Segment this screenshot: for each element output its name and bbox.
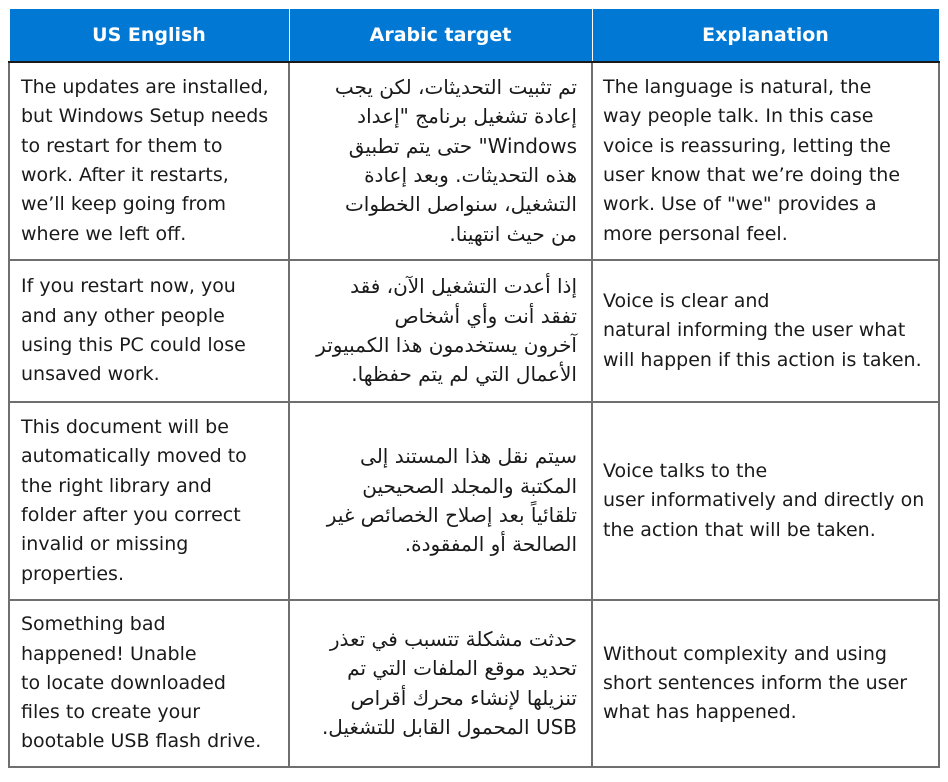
table-row (9, 402, 939, 600)
text-line: user know that we’re doing the (603, 164, 901, 186)
table-row (9, 600, 939, 767)
header-us-english: US English (9, 9, 289, 63)
text-line: من حيث انتهينا. (449, 221, 577, 246)
text-line: The language is natural, the (603, 76, 872, 99)
text-line: using this PC could lose (21, 334, 246, 356)
header-row (9, 9, 939, 63)
text-line: Voice talks to the (603, 460, 768, 483)
text-line: we’ll keep going from (21, 193, 226, 216)
text-line: Voice is clear and (603, 290, 770, 313)
text-line: سيتم نقل هذا المستند إلى (360, 444, 577, 469)
text-line: If you restart now, you (21, 275, 236, 298)
text-line: آخرون يستخدمون هذا الكمبيوتر (316, 333, 577, 357)
text-line: This document will be (21, 416, 229, 439)
text-line: Something bad (21, 613, 166, 636)
arabic-target-cell (289, 260, 592, 402)
text-line: automatically moved to (21, 445, 247, 468)
text-line: what has happened. (603, 701, 797, 724)
header-explanation: Explanation (592, 9, 939, 63)
arabic-target-cell (289, 600, 592, 767)
voice-comparison-table (8, 8, 940, 768)
text-line: تلقائياً بعد إصلاح الخصائص غير (326, 503, 577, 527)
explanation-cell (592, 62, 939, 260)
text-line: to locate downloaded (21, 671, 226, 694)
text-line: user informatively and directly on (603, 489, 925, 512)
text-line: الصالحة أو المفقودة. (404, 532, 577, 557)
text-line: where we left off. (21, 222, 187, 245)
table-row (9, 62, 939, 260)
text-line: more personal feel. (603, 222, 788, 245)
header-arabic-target: Arabic target (289, 9, 592, 63)
us-english-cell (9, 62, 289, 260)
text-line: short sentences inform the user (603, 671, 908, 694)
text-line: the right library and (21, 474, 212, 497)
arabic-target-cell (289, 402, 592, 600)
table-row (9, 260, 939, 402)
text-line: files to create your (21, 701, 201, 724)
text-line: Without complexity and using (603, 642, 887, 665)
text-line: way people talk. In this case (603, 105, 874, 128)
text-line: تم تثبيت التحديثات، لكن يجب (334, 75, 577, 100)
text-line: حدثت مشكلة تتسبب في تعذر (329, 626, 577, 651)
text-line: bootable USB flash drive. (21, 730, 262, 753)
text-line: تحديد موقع الملفات التي تم (347, 656, 577, 681)
us-english-cell (9, 260, 289, 402)
text-line: unsaved work. (21, 363, 160, 386)
text-line: but Windows Setup needs (21, 105, 269, 128)
text-line: The updates are installed, (21, 76, 269, 99)
text-line: to restart for them to (21, 134, 223, 157)
explanation-cell (592, 600, 939, 767)
text-line: properties. (21, 562, 124, 585)
us-english-cell (9, 600, 289, 767)
text-line: and any other people (21, 304, 225, 327)
explanation-cell (592, 260, 939, 402)
text-line: happened! Unable (21, 642, 197, 665)
text-line: natural informing the user what (603, 319, 906, 342)
text-line: Windows" حتى يتم تطبيق (348, 133, 577, 158)
text-line: folder after you correct (21, 504, 241, 526)
text-line: تفقد أنت وأي أشخاص (394, 303, 577, 328)
text-line: invalid or missing (21, 533, 189, 556)
text-line: المكتبة والمجلد الصحيحين (362, 473, 577, 498)
text-line: إعادة تشغيل برنامج "إعداد (357, 104, 577, 129)
arabic-target-cell (289, 62, 592, 260)
text-line: التشغيل، سنواصل الخطوات (344, 192, 577, 217)
text-line: USB المحمول القابل للتشغيل. (321, 714, 577, 739)
text-line: work. After it restarts, (21, 164, 229, 186)
text-line: إذا أعدت التشغيل الآن، فقد (350, 274, 577, 299)
text-line: الأعمال التي لم يتم حفظها. (351, 362, 577, 387)
text-line: voice is reassuring, letting the (603, 134, 891, 157)
text-line: the action that will be taken. (603, 518, 876, 541)
text-line: will happen if this action is taken. (603, 348, 922, 371)
explanation-cell (592, 402, 939, 600)
us-english-cell (9, 402, 289, 600)
text-line: هذه التحديثات. وبعد إعادة (364, 163, 577, 187)
text-line: work. Use of "we" provides a (603, 193, 877, 216)
text-line: تنزيلها لإنشاء محرك أقراص (350, 685, 577, 710)
